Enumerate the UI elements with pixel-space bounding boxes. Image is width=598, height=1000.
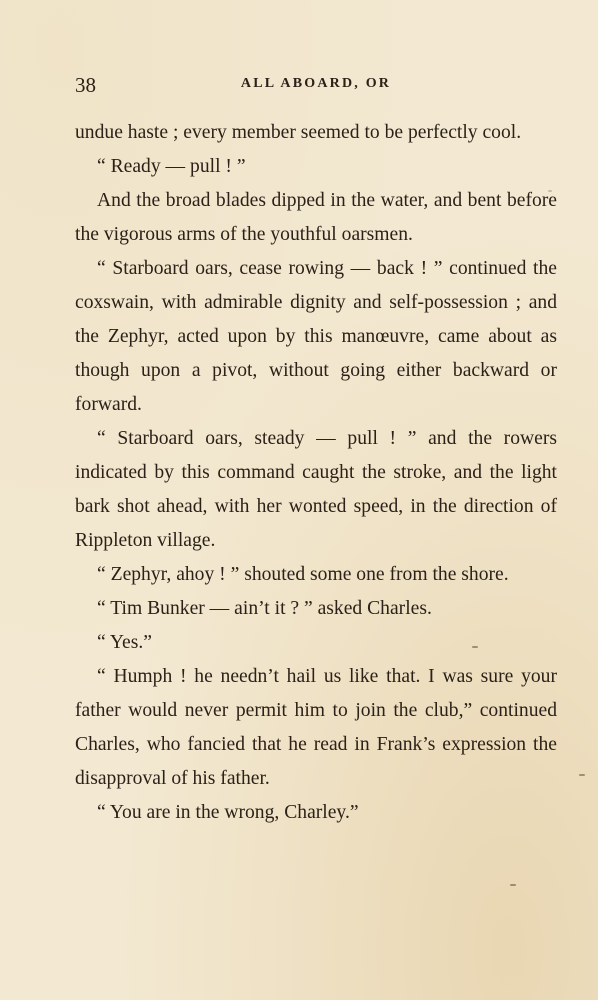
- paragraph: “ Starboard oars, steady — pull ! ” and the rowers indicated by this command caught the stroke, and the light bark shot ahead, with her wonted speed, in the direction of Rippleton village.: [75, 428, 557, 551]
- paragraph: “ Humph ! he needn’t hail us like that. I was sure your father would never permit him to join the club,” continued Charles, who fancied that he read in Frank’s expression the disapproval of his father.: [75, 666, 557, 789]
- page-number: 38: [75, 73, 96, 97]
- body-text: [75, 116, 557, 830]
- ink-speck: [510, 884, 516, 886]
- paragraph: “ Zephyr, ahoy ! ” shouted some one from the shore.: [97, 564, 509, 585]
- paragraph: “ Tim Bunker — ain’t it ? ” asked Charles.: [97, 598, 432, 619]
- ink-speck: [579, 774, 585, 776]
- paragraph: “ Yes.”: [97, 632, 152, 653]
- paragraph: undue haste ; every member seemed to be perfectly cool.: [75, 122, 522, 143]
- page-header: [75, 73, 557, 99]
- running-head: ALL ABOARD, OR: [240, 76, 392, 91]
- paragraph: And the broad blades dipped in the water, and bent before the vigorous arms of the youthful oarsmen.: [75, 190, 557, 245]
- ink-speck: [472, 646, 478, 648]
- paragraph: “ You are in the wrong, Charley.”: [97, 802, 359, 823]
- paragraph: “ Starboard oars, cease rowing — back ! ” continued the coxswain, with admirable dignity and self-possession ; and the Zephyr, acted upon by this manœuvre, came about as though upon a pivot, without going either backward or forward.: [75, 258, 557, 415]
- ink-speck: [548, 190, 552, 192]
- paragraph: “ Ready — pull ! ”: [97, 156, 246, 177]
